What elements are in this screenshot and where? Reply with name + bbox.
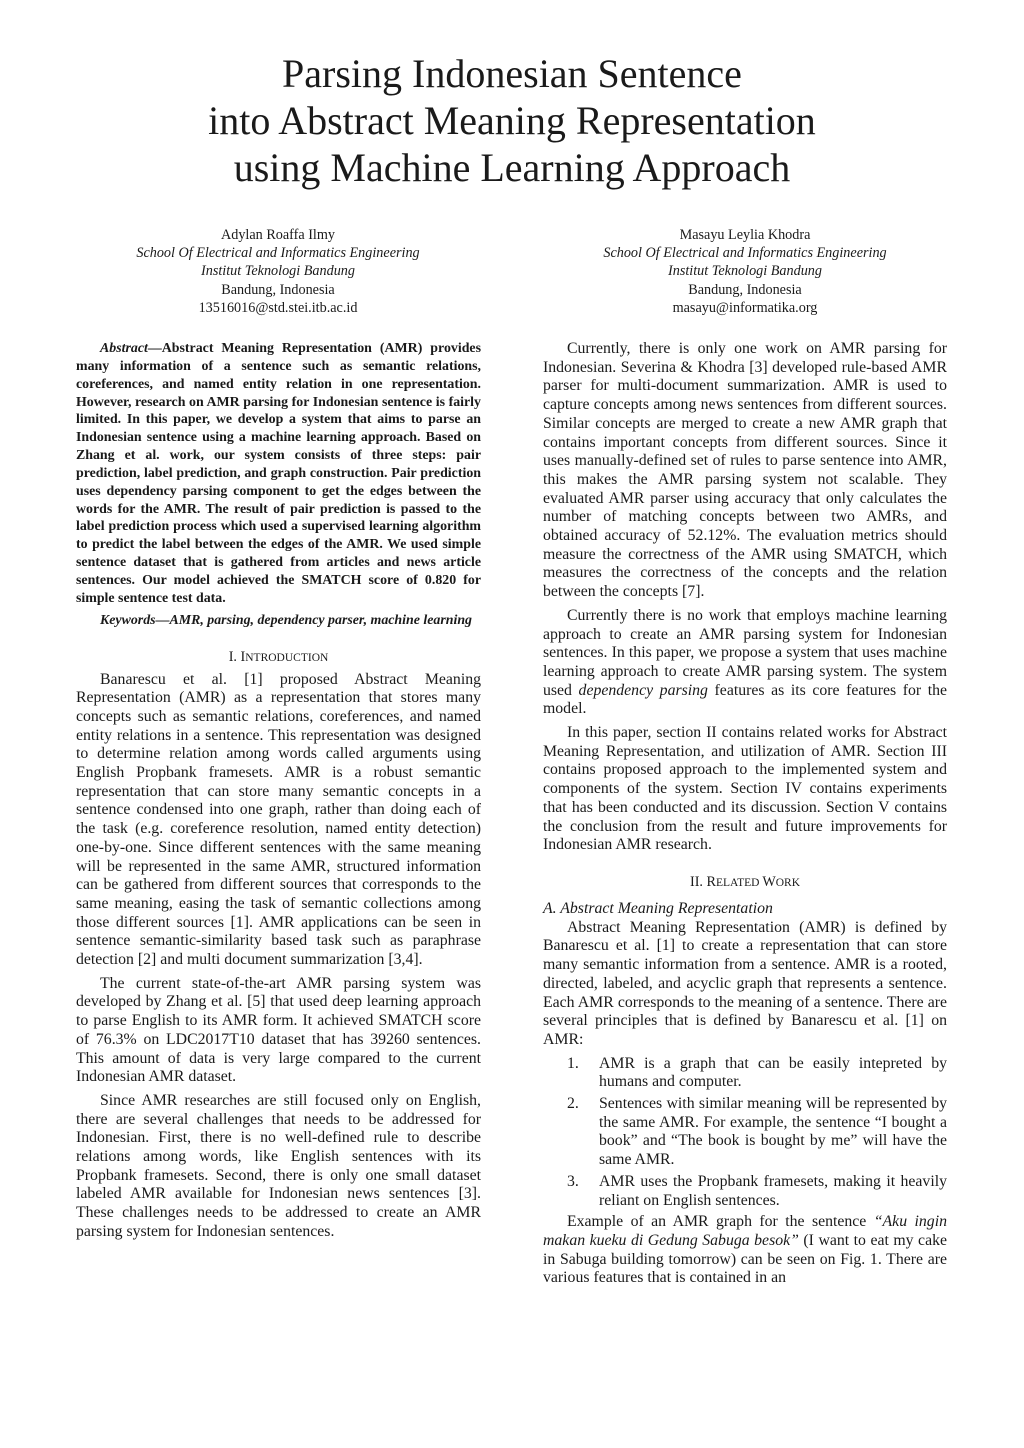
- section-title-initial: I: [240, 648, 246, 665]
- subsection-heading-amr: A. Abstract Meaning Representation: [543, 899, 773, 917]
- list-item-number: 1.: [567, 1054, 579, 1072]
- abstract: [76, 340, 481, 608]
- intro-paragraph-2: The current state-of-the-art AMR parsing system was developed by Zhang et al. [5] that used deep learning approach to parse English to its AMR form. It achieved SMATCH score of 76.3% on LDC2017T10 dataset that has 39260 sentences. This amount of data is very large compared to the current Indonesian AMR dataset.: [76, 974, 481, 1086]
- author-institution: Institut Teknologi Bandung: [668, 263, 822, 280]
- intro-paragraph-3: Since AMR researches are still focused only on English, there are several challenges that needs to be addressed for Indonesian. First, there is no well-defined rule to describe relations among words, like English sentences with its Propbank framesets. Second, there is only one small dataset labeled AMR available for Indonesian news sentences [3]. These challenges needs to be addressed to create an AMR parsing system for Indonesian sentences.: [76, 1091, 481, 1240]
- intro-paragraph-6: In this paper, section II contains related works for Abstract Meaning Representation, and utilization of AMR. Section III contains proposed approach to the implemented system and components of the system. Section IV contains experiments that has been conducted and its discussion. Section V contains the conclusion from the result and future improvements for Indonesian AMR research.: [543, 724, 947, 854]
- section-number: I.: [228, 648, 237, 665]
- section-title-rest: ELATED: [716, 876, 763, 889]
- abstract-dash: —: [147, 341, 162, 356]
- keywords-label: Keywords: [100, 612, 156, 628]
- author-email[interactable]: 13516016@std.stei.itb.ac.id: [198, 299, 358, 316]
- author-location: Bandung, Indonesia: [688, 281, 802, 298]
- section-title-initial: W: [762, 873, 776, 890]
- author-location: Bandung, Indonesia: [221, 281, 335, 298]
- paragraph-italic: dependency parsing: [578, 681, 708, 699]
- section-title-rest: NTRODUCTION: [245, 651, 329, 664]
- right-column: [543, 340, 947, 1293]
- author-block-1: [68, 226, 488, 317]
- section-heading-introduction: [76, 648, 481, 667]
- intro-paragraph-4: Currently, there is only one work on AMR parsing for Indonesian. Severina & Khodra [3] developed rule-based AMR parser for multi-document summarization. AMR is used to capture concepts among news sentences from different sources. Similar concepts are merged to create a new AMR graph that contains important concepts from different sources. Since it uses manually-defined set of rules to parse sentence into AMR, this makes the AMR parsing system not scalable. They evaluated AMR parser using accuracy that only calculates the number of matching concepts between two AMRs, and obtained accuracy of 52.12%. The evaluation metrics should measure the correctness of the AMR using SMATCH, which measures the correctness of the concepts and the relation between the concepts [7].: [543, 340, 947, 601]
- author-institution: Institut Teknologi Bandung: [201, 263, 355, 280]
- list-item: [543, 1055, 947, 1092]
- related-paragraph-2: [543, 1213, 947, 1288]
- example-sentence: “Aku ingin makan kueku di Gedung Sabuga besok”: [543, 1213, 947, 1249]
- amr-principles-list: [543, 1055, 947, 1211]
- list-item-text: Sentences with similar meaning will be represented by the same AMR. For example, the sentence “I bought a book” and “The book is bought by me” will have the same AMR.: [599, 1095, 947, 1169]
- paragraph-text: features as its core features for the model.: [543, 681, 948, 718]
- list-item: [543, 1095, 947, 1170]
- section-title-initial: R: [706, 873, 716, 890]
- list-item: [543, 1173, 947, 1210]
- section-heading-related-work: [543, 873, 947, 892]
- author-department: School Of Electrical and Informatics Engineering: [136, 245, 420, 262]
- title-line-3: using Machine Learning Approach: [233, 145, 791, 190]
- abstract-text: Abstract Meaning Representation (AMR) provides many information of a sentence such as semantic relations, coreferences, and named entity relation in one representation. However, research on AMR parsing for Indonesian sentence is fairly limited. In this paper, we develop a system that aims to parse an Indonesian sentence using a machine learning approach. Based on Zhang et al. work, our system consists of three steps: pair prediction, label prediction, and graph construction. Pair prediction uses dependency parsing component to get the edges between the words for the AMR. The result of pair prediction is passed to the label prediction process which used a supervised learning algorithm to predict the label between the edges of the AMR. We used simple sentence dataset that is gathered from articles and news article sentences. Our model achieved the SMATCH score of 0.820 for simple sentence test data.: [76, 341, 481, 606]
- title-line-1: Parsing Indonesian Sentence: [282, 51, 742, 96]
- list-item-number: 2.: [567, 1095, 579, 1113]
- paper-title: [0, 50, 1024, 191]
- paragraph-text: (I want to eat my cake in Sabuga building tomorrow) can be seen on Fig. 1. There are various features that is contained in an: [543, 1231, 947, 1287]
- intro-paragraph-1: Banarescu et al. [1] proposed Abstract Meaning Representation (AMR) as a representation that stores many concepts such as semantic relations, coreferences, and named entity relations in a sentence. This representation was designed to determine relation among words called arguments using English Propbank framesets. AMR is a robust semantic representation that can store many semantic concepts in a sentence condensed into one graph, rather than doing each of the task (e.g. coreference resolution, named entity detection) one-by-one. Since different sentences with the same meaning will be represented in the same AMR, structured information can be gathered from different sources that corresponds to the same meaning, easing the task of semantic collections among those different sources [1]. AMR applications can be seen in sentence semantic-similarity based task such as paraphrase detection [2] and multi document summarization [3,4].: [76, 670, 481, 969]
- related-paragraph-1: Abstract Meaning Representation (AMR) is defined by Banarescu et al. [1] to create a representation that can store many semantic information from a sentence. AMR is a rooted, directed, labeled, and acyclic graph that represents a sentence. Each AMR corresponds to the meaning of a sentence. There are several principles that is defined by Banarescu et al. [1] on AMR:: [543, 918, 947, 1048]
- author-name: Masayu Leylia Khodra: [679, 227, 811, 243]
- paragraph-text: Example of an AMR graph for the sentence: [567, 1213, 874, 1231]
- author-email[interactable]: masayu@informatika.org: [672, 299, 818, 316]
- paragraph-text: Currently there is no work that employs machine learning approach to create an AMR parsing system for Indonesian sentences. In this paper, we propose a system that uses machine learning approach to create AMR parsing system. The system used: [543, 606, 947, 699]
- section-title-rest: ORK: [775, 876, 800, 889]
- section-number: II.: [689, 873, 703, 890]
- keywords: [76, 612, 481, 630]
- author-block-2: [535, 226, 955, 317]
- list-item-text: AMR is a graph that can be easily intepreted by humans and computer.: [599, 1054, 947, 1091]
- keywords-text: —AMR, parsing, dependency parser, machine learning: [155, 612, 473, 628]
- left-column: [76, 340, 481, 1247]
- title-line-2: into Abstract Meaning Representation: [208, 98, 816, 143]
- list-item-number: 3.: [567, 1172, 579, 1190]
- author-department: School Of Electrical and Informatics Engineering: [603, 245, 887, 262]
- author-name: Adylan Roaffa Ilmy: [221, 227, 335, 243]
- intro-paragraph-5: [543, 607, 947, 719]
- abstract-label: Abstract: [100, 341, 148, 356]
- list-item-text: AMR uses the Propbank framesets, making it heavily reliant on English sentences.: [599, 1172, 947, 1209]
